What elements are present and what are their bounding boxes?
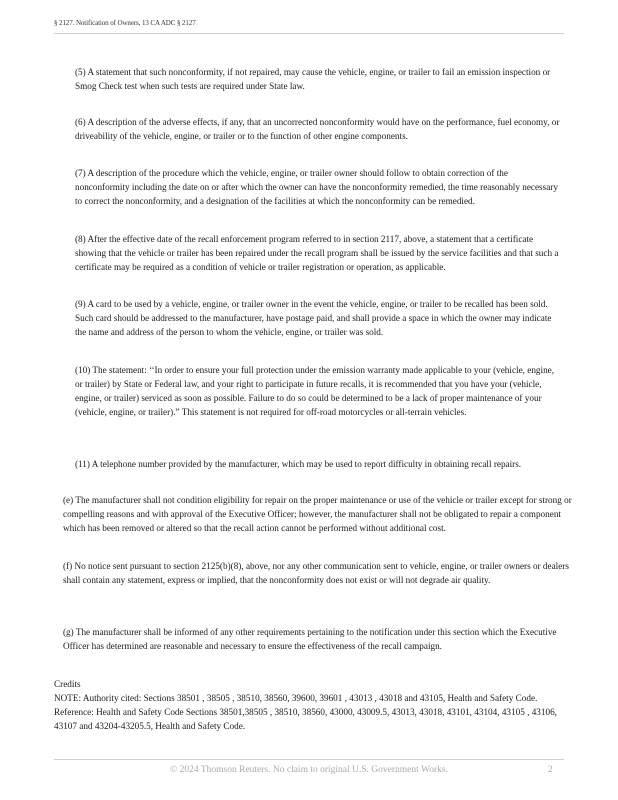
paragraph-f: (f) No notice sent pursuant to section 2125(b)(8), above, nor any other communication sent to vehicle, engine, or trailer owners or dealers shall contain any statement, express or implied, that the nonconformity does not exist or will not degrade air quality. bbox=[63, 561, 569, 585]
paragraph-e: (e) The manufacturer shall not condition eligibility for repair on the proper maintenance or use of the vehicle or trailer except for strong or compelling reasons and with approval of the Executive Officer; however, the manufacturer shall not be obligated to repair a component which has been removed or altered so that the recall action cannot be performed without additional cost. bbox=[63, 495, 572, 533]
header-rule bbox=[54, 33, 564, 34]
paragraph-9: (9) A card to be used by a vehicle, engine, or trailer owner in the event the vehicle, engine, or trailer to be recalled has been sold. Such card should be addressed to the manufacturer, have postage paid, and shall provide a space in which the owner may indicate the name and address of the person to whom the vehicle, engine, or trailer was sold. bbox=[75, 299, 552, 337]
footer-copyright: © 2024 Thomson Reuters. No claim to original U.S. Government Works. bbox=[170, 765, 448, 775]
paragraph-10: (10) The statement: ‘‘In order to ensure your full protection under the emission warranty made applicable to your (vehicle, engine, or trailer) by State or Federal law, and your right to participate in future recalls, it is recommended that you have your (vehicle, engine, or trailer) serviced as soon as possible. Failure to do so could be determined to be a lack of proper maintenance of your (vehicle, engine, or trailer).” This statement is not required for off-road motorcycles or all-terrain vehicles. bbox=[75, 365, 555, 417]
paragraph-8: (8) After the effective date of the recall enforcement program referred to in section 2117, above, a statement that a certificate showing that the vehicle or trailer has been repaired under the recall program shall be issued by the service facilities and that such a certificate may be required as a condition of vehicle or trailer registration or operation, as applicable. bbox=[75, 234, 559, 272]
paragraph-g: (g) The manufacturer shall be informed of any other requirements pertaining to the notification under this section which the Executive Officer has determined are reasonable and necessary to ensure the effectiveness of the recall campaign. bbox=[63, 627, 557, 651]
running-head: § 2127. Notification of Owners, 13 CA ADC § 2127 bbox=[54, 19, 196, 27]
paragraph-5: (5) A statement that such nonconformity, if not repaired, may cause the vehicle, engine, or trailer to fail an emission inspection or Smog Check test when such tests are required under State law. bbox=[75, 67, 551, 91]
footer-rule bbox=[54, 759, 564, 760]
paragraph-7: (7) A description of the procedure which the vehicle, engine, or trailer owner should follow to obtain correction of the nonconformity including the date on or after which the owner can have the nonconformity remedied, the time reasonably necessary to correct the nonconformity, and a designation of the facilities at which the nonconformity can be remedied. bbox=[75, 168, 558, 206]
paragraph-6: (6) A description of the adverse effects, if any, that an uncorrected nonconformity would have on the performance, fuel economy, or driveability of the vehicle, engine, or trailer or to the function of other engine components. bbox=[75, 117, 560, 141]
credits-note: NOTE: Authority cited: Sections 38501 , 38505 , 38510, 38560, 39600, 39601 , 43013 , 43018 and 43105, Health and Safety Code. Reference: Health and Safety Code Sections 38501,38505 , 38510, 38560, 43000, 43009.5, 43013, 43018, 43101, 43104, 43105 , 43106, 43107 and 43204-43205.5, Health and Safety Code. bbox=[54, 693, 557, 731]
credits-heading: Credits bbox=[54, 679, 81, 689]
paragraph-11: (11) A telephone number provided by the manufacturer, which may be used to report difficulty in obtaining recall repairs. bbox=[75, 459, 522, 469]
page-number: 2 bbox=[548, 765, 553, 775]
